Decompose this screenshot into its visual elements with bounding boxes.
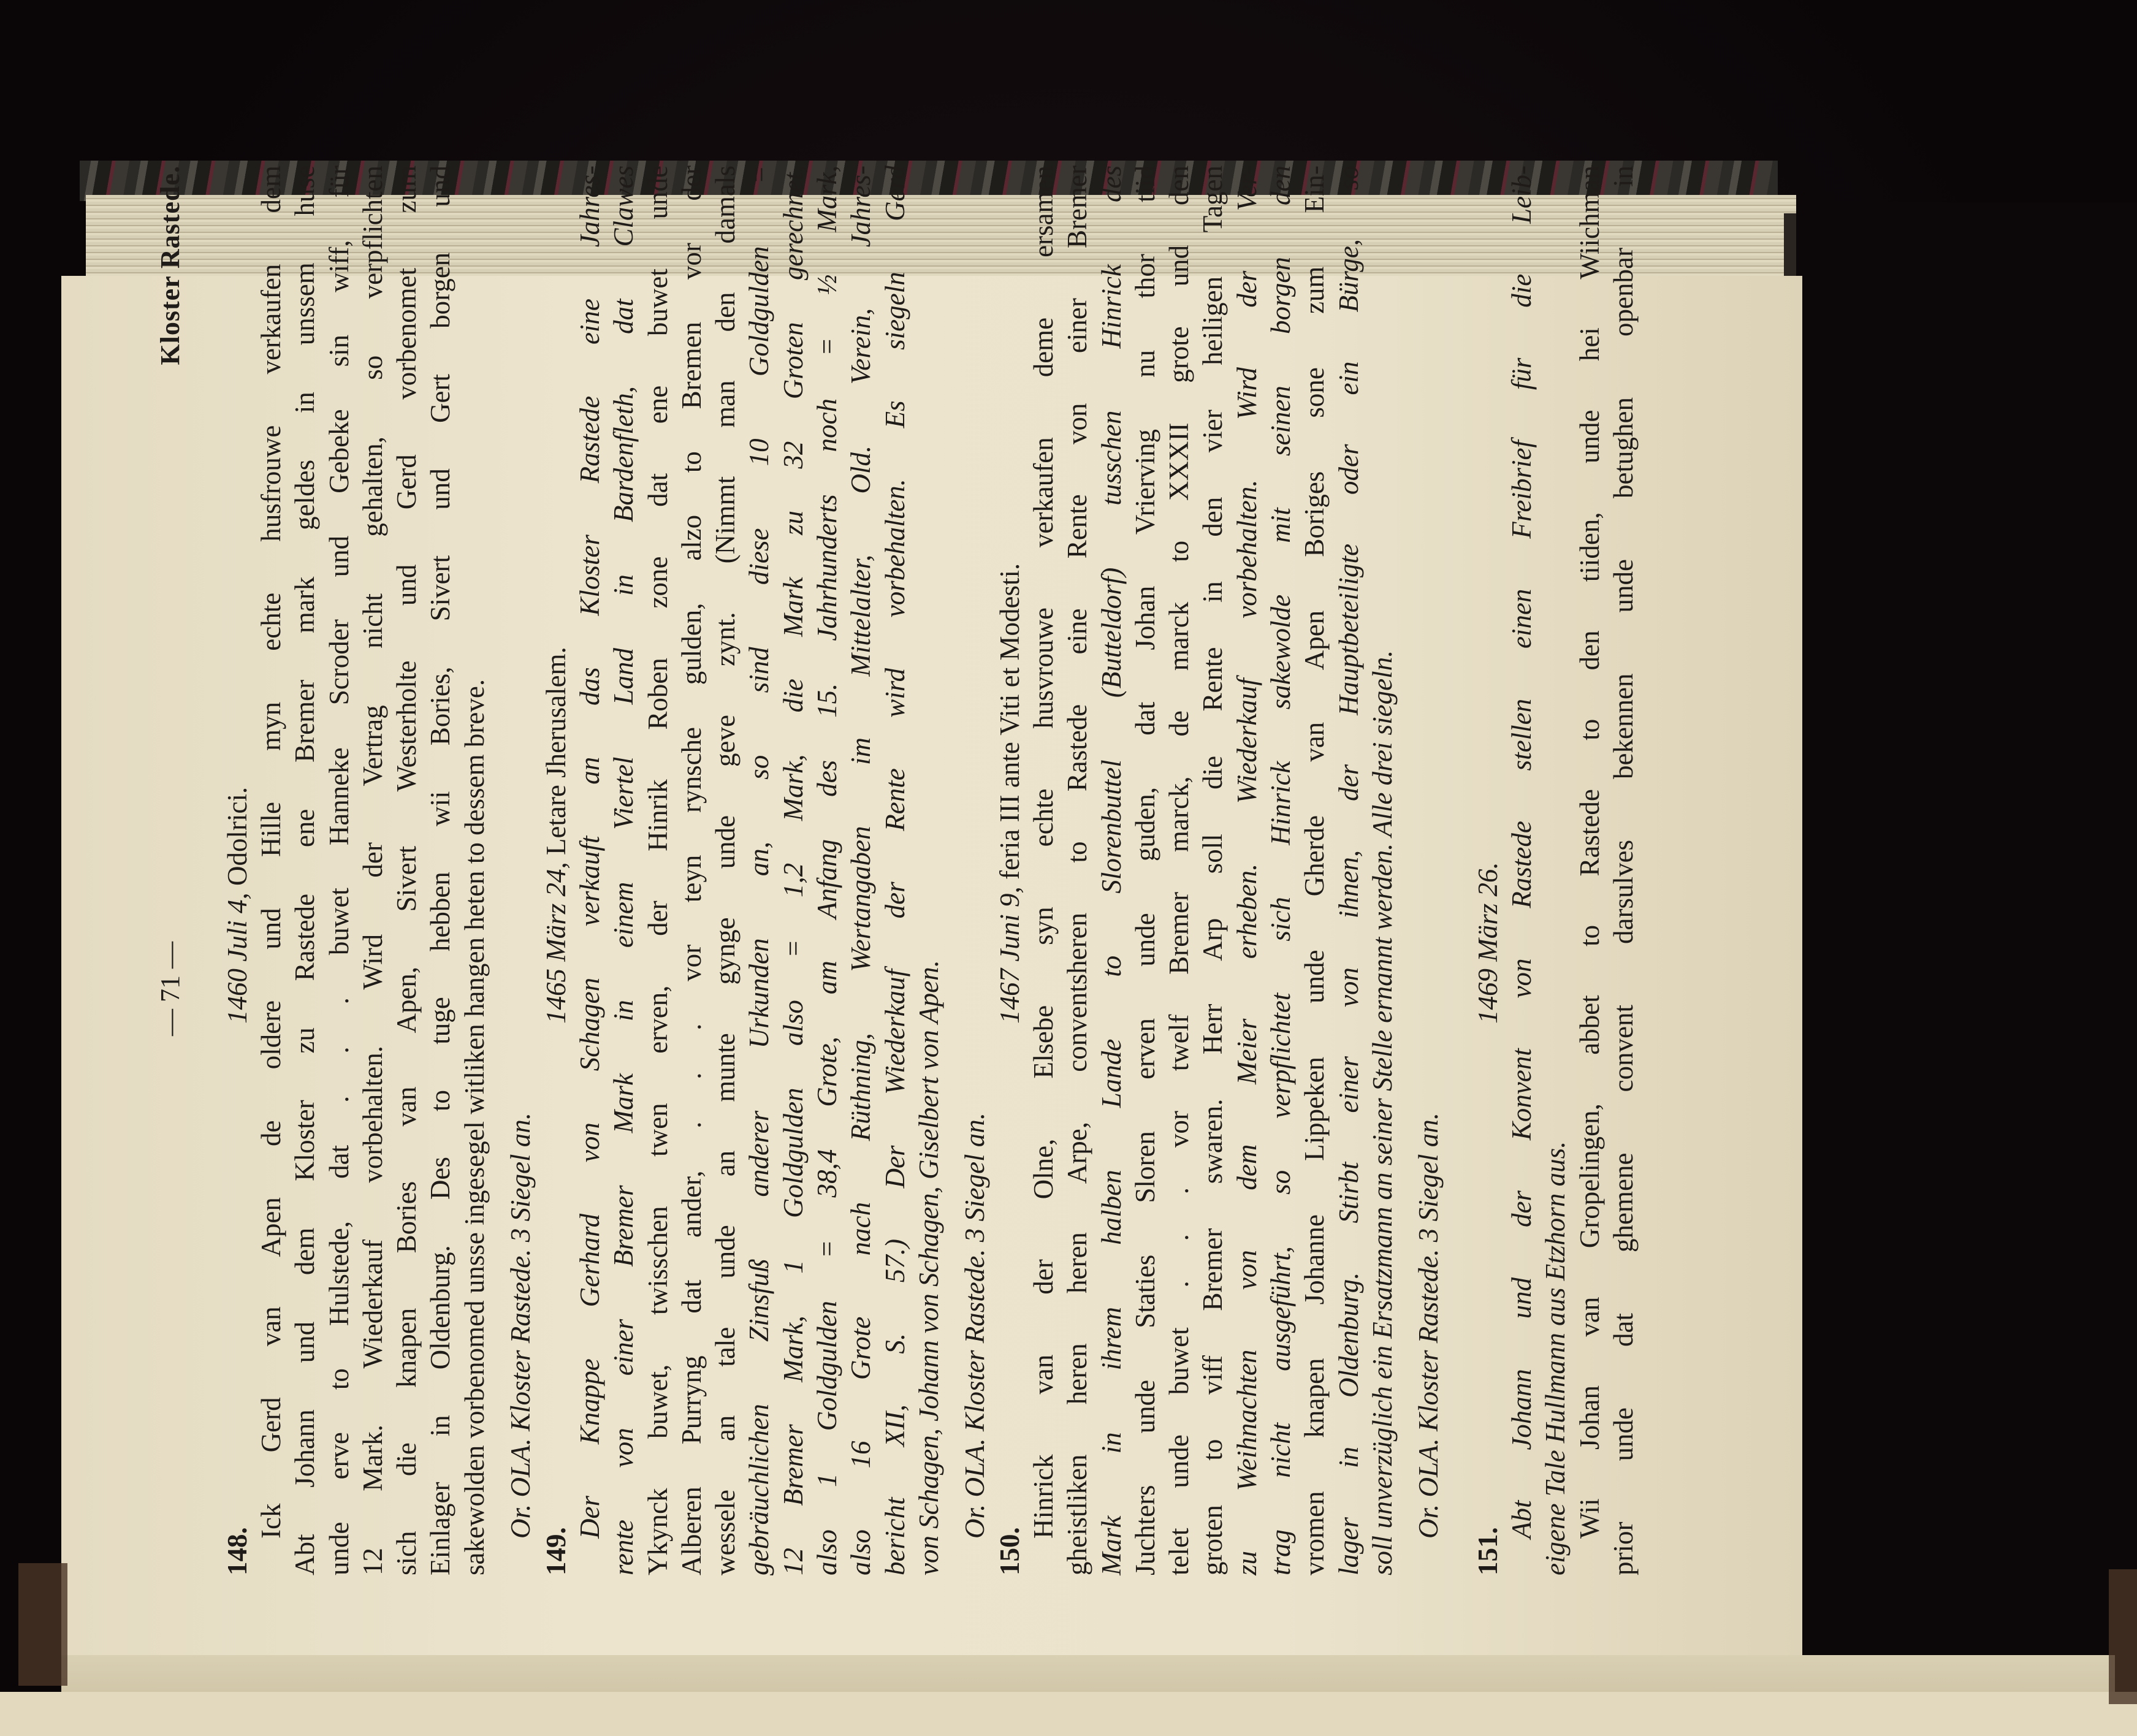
text-line: also 16 Grote nach Rüthning, Wertangaben im Mittelalter, Old. Verein, Jahres- xyxy=(845,166,877,1575)
text-line: Hinrick van der Olne, Elsebe syn echte husvrouwe verkaufen deme ersamen xyxy=(1028,166,1059,1539)
entry-source: Or. OLA. Kloster Rastede. 3 Siegel an. xyxy=(959,1113,991,1539)
entry-source: Or. OLA. Kloster Rastede. 3 Siegel an. xyxy=(505,1113,536,1539)
text-line: rente von einer Bremer Mark in einem Viertel Land in Bardenfleth, dat Clawes xyxy=(608,166,639,1575)
text-line: sich die knapen Bories van Apen, Sivert Westerholte und Gerd vorbenomet zum xyxy=(391,166,422,1575)
text-line: Einlager in Oldenburg. Des to tuge hebben wii Bories, Sivert und Gert borgen und xyxy=(425,166,456,1575)
text-line: 12 Bremer Mark, 1 Goldgulden also = 1,2 Mark, die Mark zu 32 Groten gerechnet, xyxy=(777,166,809,1575)
text-line: sakewolden vorbenomed unsse ingesegel witliken hangen heten to dessem breve. xyxy=(459,679,490,1575)
entry-number: 149. xyxy=(541,1527,571,1575)
entry-number: 151. xyxy=(1472,1527,1503,1575)
text-line: gheistliken heren heren Arpe, conventsheren to Rastede eine Rente von einer Bremer xyxy=(1062,166,1093,1575)
text-line: gebräuchlichen Zinsfuß anderer Urkunden an, so sind diese 10 Goldgulden = xyxy=(744,166,775,1575)
entry-date: 1460 Juli 4, Odolrici. xyxy=(222,786,253,1024)
text-line: vromen knapen Johanne Lippeken unde Gherde van Apen Boriges sone zum Ein- xyxy=(1299,166,1330,1575)
cover-corner-right xyxy=(2109,1569,2137,1704)
text-line: also 1 Goldgulden = 38,4 Grote, am Anfang des 15. Jahrhunderts noch = ½ Mark, xyxy=(812,166,843,1575)
dark-margin-right xyxy=(1796,202,2137,1673)
text-line: Abt Johann und dem Kloster zu Rastede ene Bremer mark geldes in unssem huse xyxy=(289,166,321,1575)
text-line: unde erve to Hulstede, dat . . . buwet Hanneke Scroder und Gebeke sin wiff, für xyxy=(323,166,354,1575)
text-line: 12 Mark. Wiederkauf vorbehalten. Wird der Vertrag nicht gehalten, so verpflichten xyxy=(357,166,388,1575)
text-line: von Schagen, Johann von Schagen, Giselbert von Apen. xyxy=(913,960,944,1575)
text-line: Alberen Purryng dat ander, . . . vor teyn rynsche gulden, alzo to Bremen vor der xyxy=(676,166,707,1575)
text-line: zu Weihnachten von dem Meier erheben. Wiederkauf vorbehalten. Wird der Ver- xyxy=(1231,166,1262,1575)
text-line: prior unde dat ghemene convent darsulves bekennen unde betughen openbar in xyxy=(1607,166,1639,1575)
facing-page xyxy=(0,1692,2137,1736)
page-header-title: Kloster Rastede. xyxy=(155,166,185,365)
page-text xyxy=(153,166,1686,1575)
text-line: Juchters unde Staties Sloren erven unde guden, dat Johan Vrierving nu thor tiid xyxy=(1129,166,1160,1575)
text-line: eigene Tale Hullmann aus Etzhorn aus. xyxy=(1540,1141,1571,1575)
text-line: Ykynck buwet, twisschen twen erven, der Hinrik Roben zone dat ene buwet unde xyxy=(642,166,673,1575)
text-line: groten to viff Bremer swaren. Herr Arp soll die Rente in den vier heiligen Tagen xyxy=(1197,166,1228,1575)
text-line: lager in Oldenburg. Stirbt einer von ihnen, der Hauptbeteiligte oder ein Bürge, so xyxy=(1333,166,1364,1575)
running-head xyxy=(153,166,190,1575)
text-line: Mark in ihrem halben Lande to Slorenbuttel (Butteldorf) tusschen Hinrick des xyxy=(1095,166,1127,1575)
page-number: — 71 — xyxy=(155,942,185,1036)
cover-corner-left xyxy=(18,1563,67,1686)
entry-number: 148. xyxy=(222,1527,253,1575)
entry-149 xyxy=(539,166,992,1575)
text-line: wessele an tale unde an munte gynge unde geve zynt. (Nimmt man den damals xyxy=(710,166,741,1575)
entry-date: 1469 März 26. xyxy=(1472,862,1503,1024)
entry-source: Or. OLA. Kloster Rastede. 3 Siegel an. xyxy=(1413,1113,1444,1539)
text-line: Ick Gerd van Apen de oldere und Hille myn echte husfrouwe verkaufen dem xyxy=(256,166,286,1539)
text-line: Wii Johan van Gropelingen, abbet to Rastede to den tiiden, unde hei Wiichman xyxy=(1574,166,1605,1539)
text-line: telet unde buwet . . . vor twelf Bremer marck, de marck to XXXII grote und den xyxy=(1164,166,1195,1575)
entry-150 xyxy=(993,166,1446,1575)
text-line: bericht XII, S. 57.) Der Wiederkauf der Rente wird vorbehalten. Es siegeln Gerd xyxy=(879,166,910,1575)
entry-148 xyxy=(221,166,538,1575)
entry-number: 150. xyxy=(994,1527,1025,1575)
text-line: soll unverzüglich ein Ersatzmann an seiner Stelle ernannt werden. Alle drei siegeln. xyxy=(1366,650,1398,1575)
text-line: Abt Johann und der Konvent von Rastede stellen einen Freibrief für die Leib- xyxy=(1506,166,1537,1539)
entry-date: 1467 Juni 9, feria III ante Viti et Modesti. xyxy=(994,563,1025,1024)
entry-151 xyxy=(1471,166,1640,1575)
entry-date: 1465 März 24, Letare Jherusalem. xyxy=(541,647,571,1024)
text-line: trag nicht ausgeführt, so verpflichtet sich Hinrick sakewolde mit seinen borgen den xyxy=(1265,166,1297,1575)
text-line: Der Knappe Gerhard von Schagen verkauft an das Kloster Rastede eine Jahres- xyxy=(574,166,605,1539)
